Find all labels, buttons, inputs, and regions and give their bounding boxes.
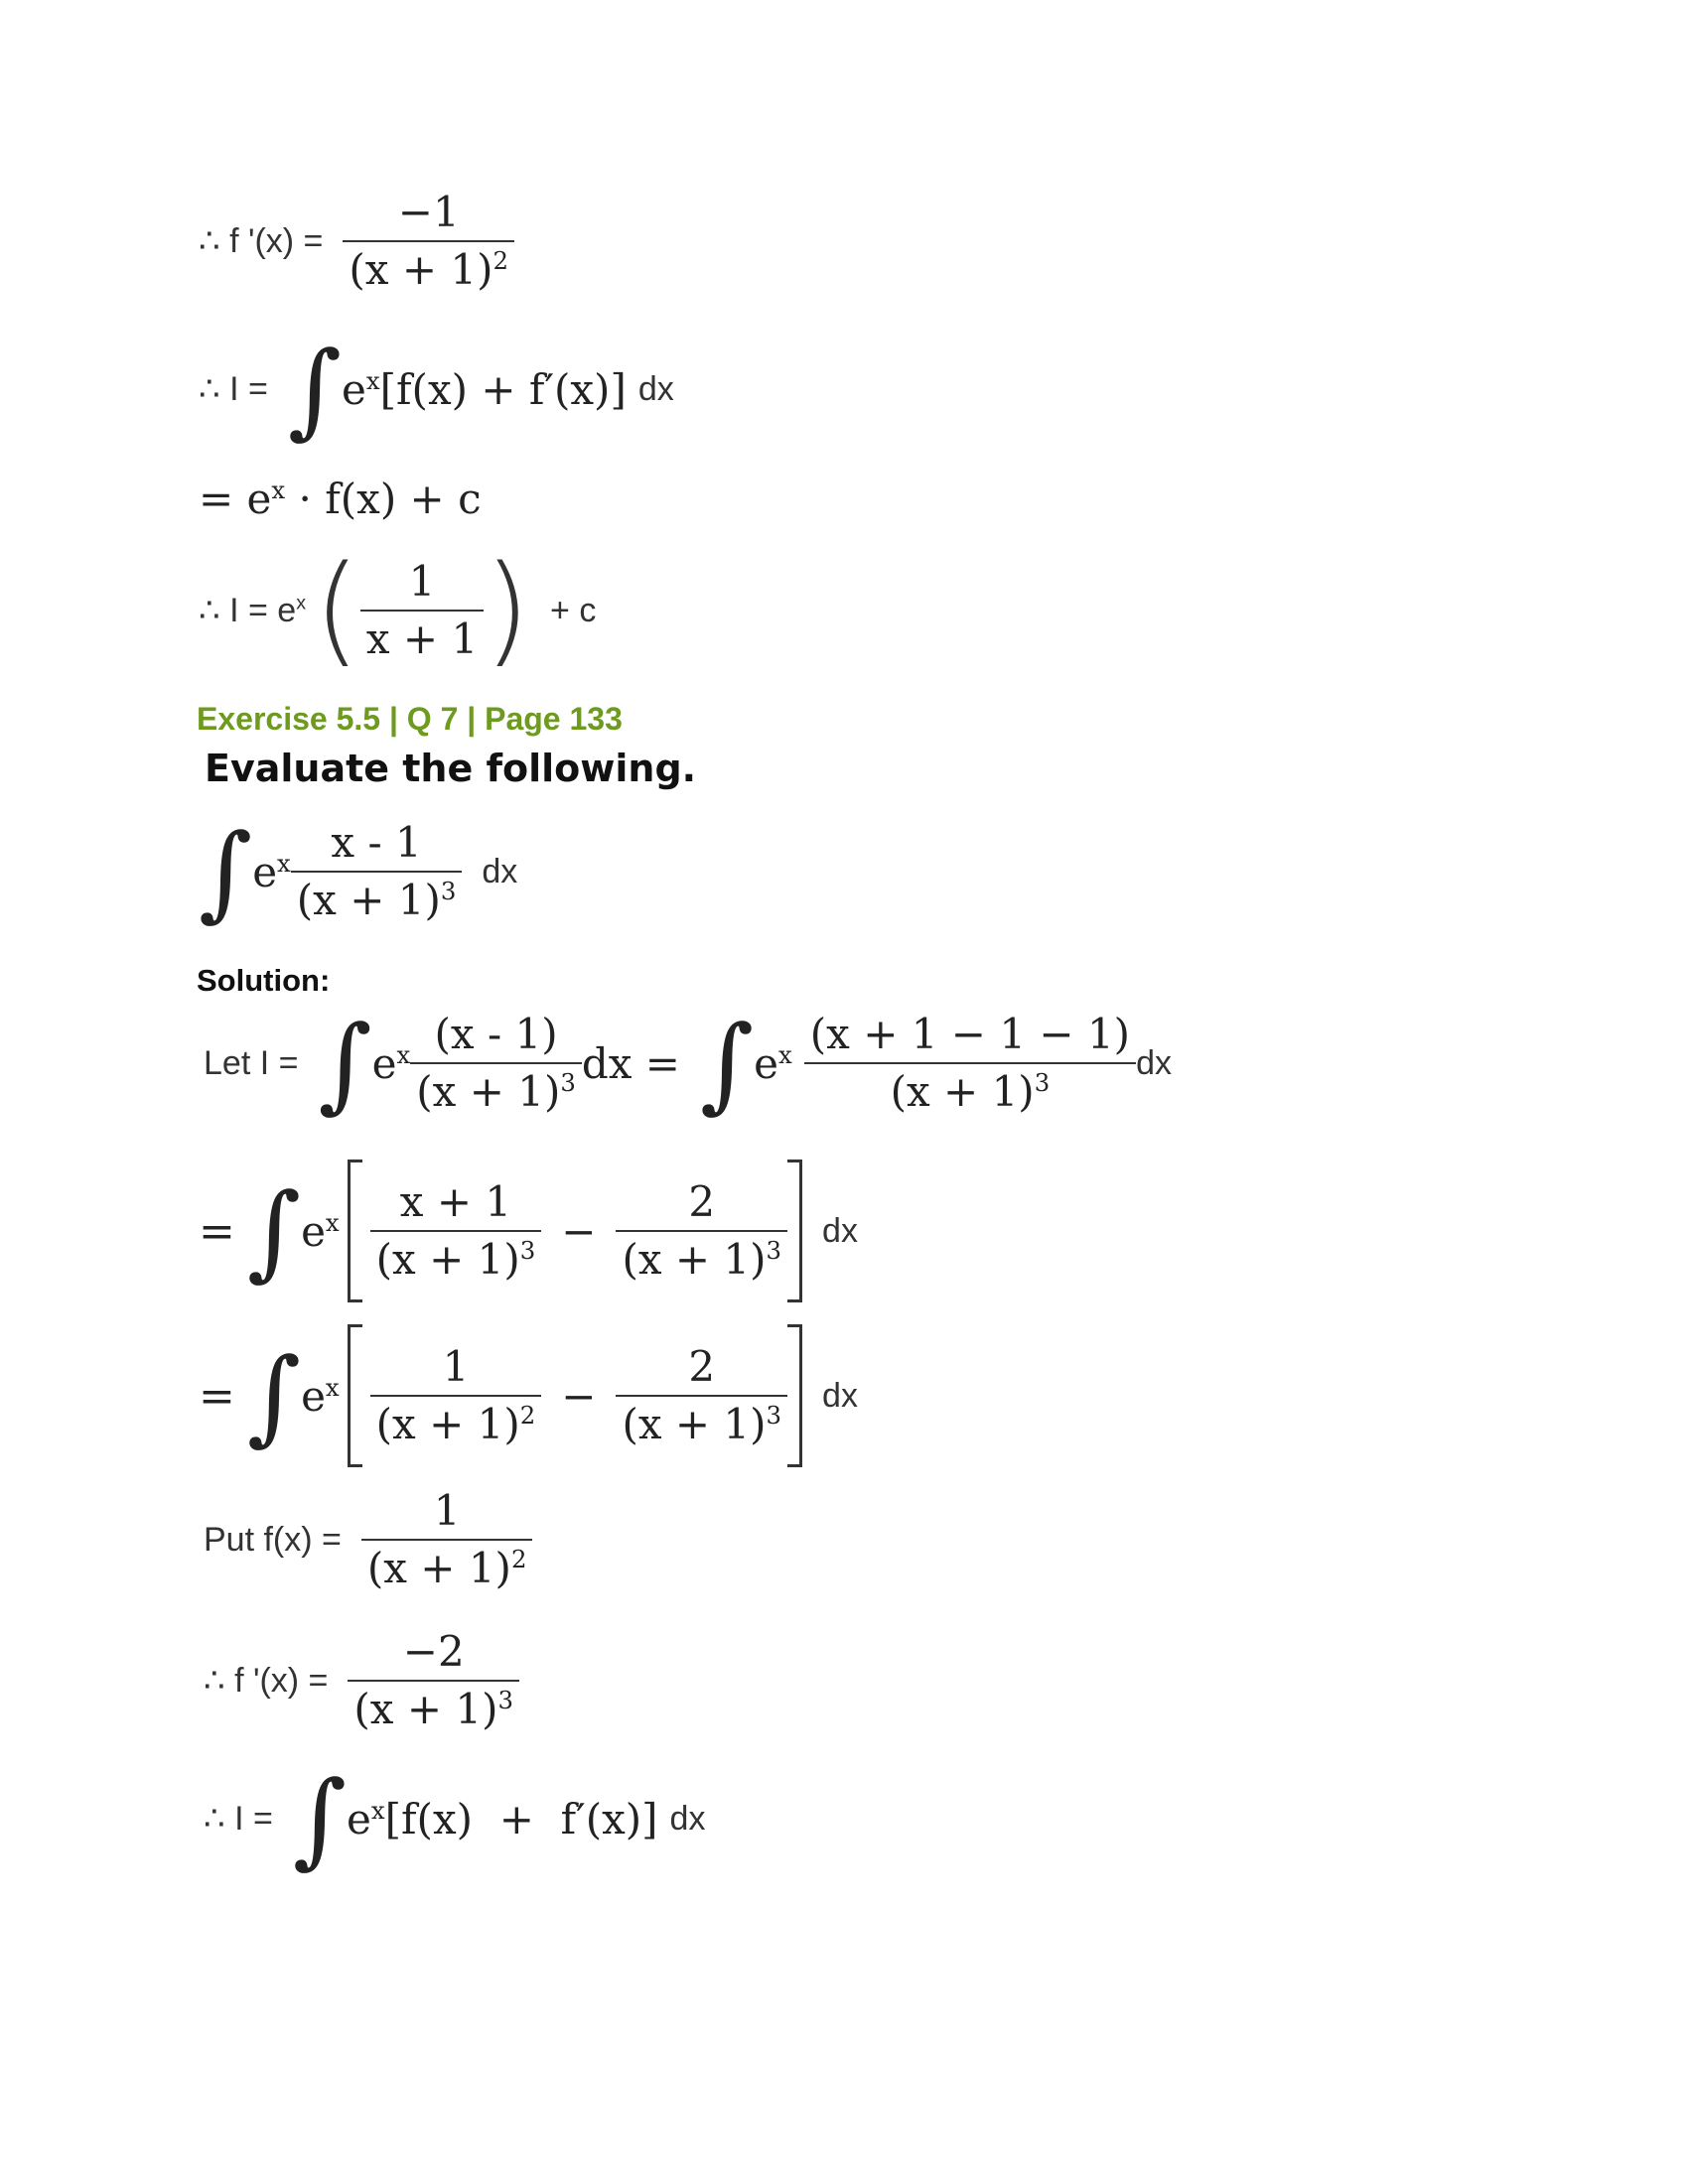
prev-final-line: [199, 541, 597, 679]
dx: dx: [822, 1376, 858, 1415]
exp-e: $e^x$: [754, 1038, 792, 1088]
denominator: $(x + 1)^3$: [622, 1235, 782, 1284]
exp-e: $e^x$: [252, 847, 291, 896]
numerator: x + 1: [399, 1176, 512, 1226]
denominator: $(x + 1)^2$: [375, 1400, 536, 1448]
numerator: 1: [442, 1341, 470, 1391]
prev-int-body: $e^x[f(x) + f'(x)]$: [342, 364, 627, 414]
denominator: $(x + 1)^2$: [349, 245, 508, 295]
integral-sign: ∫: [318, 1003, 372, 1125]
question-integral: [199, 811, 518, 933]
equals-sign: =: [199, 1205, 235, 1257]
integral-sign: ∫: [246, 1335, 302, 1456]
prev-fprime-line: [199, 189, 514, 295]
dx: dx: [482, 852, 518, 890]
denominator: $(x + 1)^3$: [353, 1685, 513, 1734]
fraction-bar: [291, 871, 463, 873]
put-fraction: [361, 1487, 533, 1593]
dx: dx: [822, 1211, 858, 1250]
prev-int-label: ∴ I =: [199, 370, 268, 408]
prev-fprime-fraction: [343, 189, 514, 295]
fraction-bar: [361, 1539, 533, 1541]
let-label: Let I =: [204, 1043, 299, 1082]
fraction-bar: [410, 1062, 582, 1064]
fraction-bar: [343, 240, 514, 242]
int-body: $e^x[f(x) + f'(x)]$: [347, 1794, 658, 1843]
step2-fraction-1: [370, 1178, 542, 1285]
question-fraction: [291, 819, 463, 925]
solution-fprime-line: [204, 1628, 519, 1734]
prev-integral-line: [199, 329, 674, 450]
integral-sign: ∫: [199, 811, 253, 933]
denominator: $(x + 1)^3$: [296, 876, 457, 925]
exercise-reference: Exercise 5.5 | Q 7 | Page 133: [197, 701, 623, 737]
integral-sign: ∫: [246, 1170, 302, 1292]
integral-sign: ∫: [287, 329, 343, 450]
denominator: $(x + 1)^3$: [890, 1067, 1051, 1117]
fprime-label: ∴ f '(x) =: [204, 1662, 329, 1701]
fraction-bar: [616, 1395, 787, 1397]
right-paren: ): [484, 541, 531, 679]
numerator: 2: [688, 1176, 716, 1226]
numerator: −2: [402, 1627, 465, 1676]
minus-sign: −: [561, 1371, 597, 1421]
minus-sign: −: [561, 1206, 597, 1256]
fprime-fraction: [348, 1628, 519, 1734]
prev-final-label: ∴ $I = e^x$: [199, 592, 307, 629]
solution-integral-line: [204, 1758, 706, 1879]
exp-e: $e^x$: [371, 1038, 411, 1088]
equals-sign: =: [199, 1370, 235, 1422]
prev-result: = $e^x \cdot f(x) + c$: [199, 475, 482, 523]
exercise-prompt: Evaluate the following.: [205, 747, 697, 790]
left-bracket: [348, 1324, 362, 1467]
let-fraction-1: [410, 1011, 582, 1117]
dx: dx: [1136, 1043, 1172, 1082]
fraction-bar: [804, 1062, 1136, 1064]
solution-step-2: [199, 1160, 858, 1302]
right-bracket: [787, 1324, 802, 1467]
numerator: 1: [433, 1486, 461, 1535]
dx: dx: [669, 1799, 706, 1838]
put-label: Put f(x) =: [204, 1520, 342, 1559]
fraction-bar: [616, 1230, 787, 1232]
denominator: x + 1: [365, 614, 479, 663]
int-label: ∴ I =: [204, 1800, 273, 1838]
let-fraction-2: [804, 1011, 1136, 1117]
dx-equals: dx =: [581, 1038, 680, 1088]
numerator: 1: [408, 556, 436, 606]
fraction-bar: [370, 1230, 542, 1232]
solution-let-line: [204, 1003, 1172, 1125]
numerator: 2: [688, 1341, 716, 1391]
numerator: x - 1: [331, 818, 422, 867]
fraction-bar: [370, 1395, 542, 1397]
step2-fraction-2: [616, 1178, 787, 1285]
exp-e: $e^x$: [301, 1371, 340, 1421]
denominator: $(x + 1)^3$: [375, 1235, 536, 1284]
numerator: −1: [397, 188, 460, 236]
integral-sign: ∫: [699, 1003, 755, 1125]
plus-c: + c: [550, 591, 597, 629]
exp-e: $e^x$: [301, 1206, 340, 1256]
integral-sign: ∫: [292, 1758, 348, 1879]
numerator: (x - 1): [434, 1010, 558, 1058]
fraction-bar: [348, 1680, 519, 1682]
denominator: $(x + 1)^2$: [366, 1544, 527, 1593]
solution-put-line: [204, 1487, 532, 1593]
step3-fraction-1: [370, 1343, 542, 1449]
left-paren: (: [314, 541, 360, 679]
prev-final-fraction: [360, 558, 484, 664]
prev-result-line: [199, 475, 482, 523]
prev-fprime-label: ∴ f '(x) =: [199, 222, 324, 261]
step3-fraction-2: [616, 1343, 787, 1449]
denominator: $(x + 1)^3$: [416, 1067, 576, 1117]
left-bracket: [348, 1160, 362, 1302]
numerator: (x + 1 − 1 − 1): [809, 1010, 1131, 1058]
denominator: $(x + 1)^3$: [622, 1400, 782, 1448]
dx: dx: [637, 369, 674, 408]
fraction-bar: [360, 610, 484, 612]
right-bracket: [787, 1160, 802, 1302]
solution-label: Solution:: [197, 963, 331, 998]
solution-step-3: [199, 1324, 858, 1467]
